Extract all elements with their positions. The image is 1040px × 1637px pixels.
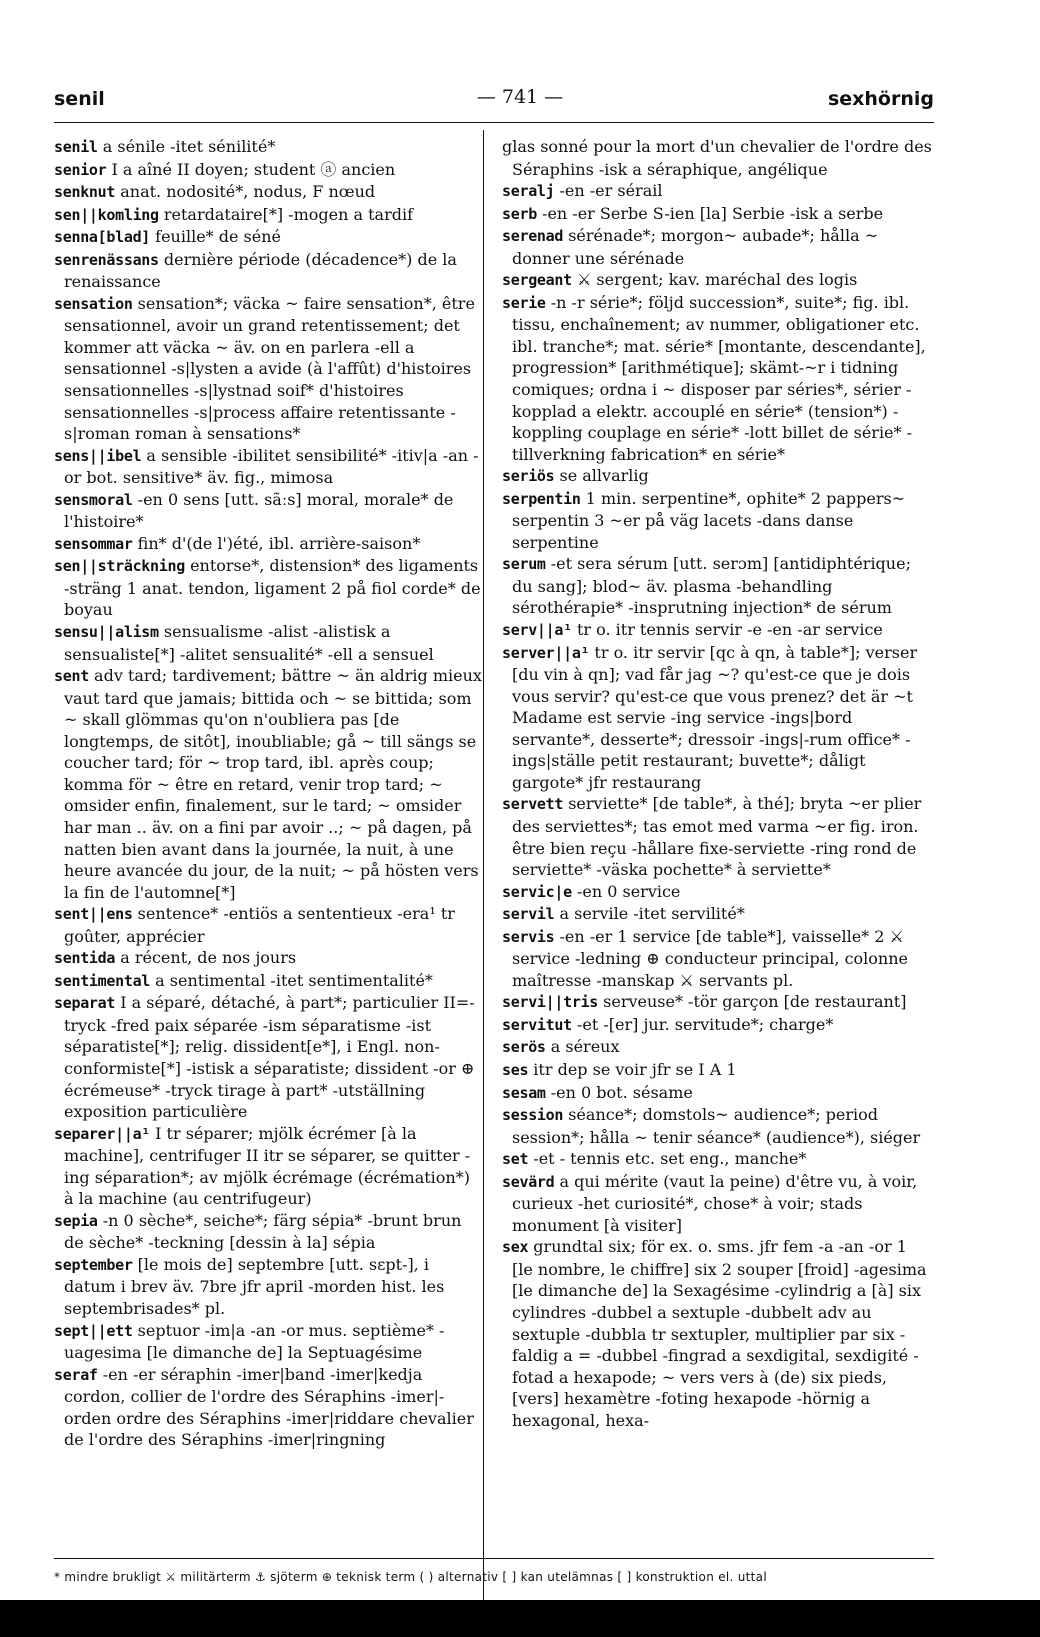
entry-text: séance*; domstols~ audience*; period session*; hålla ~ tenir séance* (audience*), siéger <box>512 1105 921 1147</box>
dictionary-entry <box>502 1104 932 1148</box>
entry-text: tr o. itr servir [qc à qn, à table*]; verser [du vin à qn]; vad får jag ~? qu'est-ce que je dois vous servir? qu'est-ce que vous prenez? det är ~t Madame est servie -ing service -ings|bord servante*, desserte*; dressoir -ings|-rum office* -ings|ställe petit restaurant; buvette*; dåligt gargote* jfr restaurang <box>512 642 918 792</box>
entry-headword: sept||ett <box>54 1321 133 1340</box>
dictionary-entry <box>54 181 484 204</box>
dictionary-entry <box>502 1171 932 1237</box>
right-column <box>502 136 932 1431</box>
entry-headword: serpentin <box>502 489 581 508</box>
entry-text: a servile -itet servilité* <box>559 904 745 924</box>
dictionary-entry <box>54 1123 484 1210</box>
entry-text: -en -er Serbe S-ien [la] Serbie -isk a serbe <box>542 203 884 223</box>
entry-headword: servic|e <box>502 882 572 901</box>
dictionary-entry <box>502 465 932 488</box>
entry-headword: sergeant <box>502 271 572 290</box>
entry-headword: sentida <box>54 949 116 968</box>
entry-headword: sesam <box>502 1083 546 1102</box>
entry-text: 1 min. serpentine*, ophite* 2 pappers~ serpentin 3 ~er på väg lacets -dans danse serpentine <box>512 488 906 552</box>
entry-text: a séreux <box>550 1037 620 1057</box>
dictionary-entry <box>54 489 484 533</box>
dictionary-entry <box>502 903 932 926</box>
dictionary-entry <box>502 1059 932 1082</box>
entry-headword: servitut <box>502 1015 572 1034</box>
entry-text: septuor -im|a -an -or mus. septième* -uagesima [le dimanche de] la Septuagésime <box>64 1320 445 1363</box>
dictionary-entry <box>54 226 484 249</box>
entry-headword: sensommar <box>54 534 133 553</box>
entry-headword: serie <box>502 293 546 312</box>
dictionary-entry <box>502 881 932 904</box>
entry-headword: sex <box>502 1238 529 1257</box>
entry-text: a sensible -ibilitet sensibilité* -itiv|a -an -or bot. sensitive* äv. fig., mimosa <box>64 445 479 488</box>
entry-headword: set <box>502 1150 529 1169</box>
entry-headword: serum <box>502 555 546 574</box>
dictionary-entry <box>502 926 932 992</box>
entry-text: -en 0 sens [utt. sãːs] moral, morale* de l'histoire* <box>64 489 454 532</box>
dictionary-entry <box>502 225 932 269</box>
header-rule <box>54 122 934 123</box>
entry-headword: serös <box>502 1038 546 1057</box>
dictionary-entry <box>502 180 932 203</box>
dictionary-entry <box>502 553 932 619</box>
dictionary-entry <box>54 947 484 970</box>
entry-headword: seraf <box>54 1365 98 1384</box>
entry-text: -en 0 bot. sésame <box>550 1082 693 1102</box>
entry-headword: sensu||alism <box>54 623 159 642</box>
dictionary-entry <box>54 1254 484 1320</box>
entry-headword: seriös <box>502 467 555 486</box>
entry-headword: senrenässans <box>54 250 159 269</box>
entry-headword: sent||ens <box>54 905 133 924</box>
entry-text: I a séparé, détaché, à part*; particulier II=-tryck -fred paix séparée -ism séparatisme -ist séparatiste[*]; relig. dissident[e*], i Engl. non-conformiste[*] -istisk a séparatiste; dissident -or ⊕ écrémeuse* -tryck tirage à part* -utställning exposition particulière <box>64 993 475 1122</box>
entry-text: serveuse* -tör garçon [de restaurant] <box>603 992 907 1012</box>
entry-text: -et - tennis etc. set eng., manche* <box>533 1149 807 1169</box>
dictionary-entry <box>502 991 932 1014</box>
entry-text: -n 0 sèche*, seiche*; färg sépia* -brunt brun de sèche* -teckning [dessin à la] sépia <box>64 1210 462 1253</box>
dictionary-entry <box>502 793 932 880</box>
column-divider <box>483 130 484 1637</box>
dictionary-entry <box>502 1082 932 1105</box>
entry-text: dernière période (décadence*) de la renaissance <box>64 249 457 292</box>
entry-text: feuille* de séné <box>155 227 281 247</box>
entry-headword: senknut <box>54 183 116 202</box>
entry-text: -en -er séraphin -imer|band -imer|kedja cordon, collier de l'ordre des Séraphins -imer|-orden ordre des Séraphins -imer|riddare chevalier de l'ordre des Séraphins -imer|ringning <box>64 1364 474 1450</box>
dictionary-entry <box>502 619 932 642</box>
entry-text: glas sonné pour la mort d'un chevalier de l'ordre des Séraphins -isk a séraphique, angélique <box>502 137 932 179</box>
entry-text: tr o. itr tennis servir -e -en -ar service <box>576 620 883 640</box>
entry-headword: separer||a¹ <box>54 1124 151 1143</box>
entry-text: -en -er 1 service [de table*], vaisselle* 2 ⚔ service -ledning ⊕ conducteur principal, colonne maîtresse -manskap ⚔ servants pl. <box>512 926 909 990</box>
dictionary-entry <box>502 269 932 292</box>
entry-text: retardataire[*] -mogen a tardif <box>163 204 413 224</box>
entry-headword: server||a¹ <box>502 643 590 662</box>
dictionary-entry <box>54 445 484 489</box>
dictionary-entry <box>54 533 484 556</box>
entry-text: -et -[er] jur. servitude*; charge* <box>576 1014 834 1034</box>
dictionary-entry <box>54 621 484 665</box>
entry-headword: senior <box>54 160 107 179</box>
entry-headword: separat <box>54 994 116 1013</box>
dictionary-entry <box>54 1210 484 1254</box>
dictionary-entry <box>54 1320 484 1364</box>
entry-text: -en 0 service <box>576 881 681 901</box>
entry-headword: servett <box>502 795 564 814</box>
left-column <box>54 136 484 1451</box>
entry-headword: sens||ibel <box>54 446 142 465</box>
entry-text: a sénile -itet sénilité* <box>102 137 276 156</box>
entry-headword: serenad <box>502 227 564 246</box>
entry-text: -n -r série*; följd succession*, suite*; fig. ibl. tissu, enchaînement; av nummer, obligationer etc. ibl. tranche*; mat. série* [montante, descendante], progression* [arithmétique]; skämt-~r i tidning comiques; ordna i ~ disposer par séries*, sérier -kopplad a elektr. accouplé en série* (tension*) -koppling couplage en série* -lott billet de série* -tillverkning fabrication* en série* <box>512 292 926 464</box>
entry-headword: serb <box>502 204 537 223</box>
dictionary-entry <box>502 1148 932 1171</box>
dictionary-entry <box>54 1364 484 1451</box>
header-right-word: sexhörnig <box>827 88 934 110</box>
dictionary-entry <box>54 204 484 227</box>
dictionary-entry <box>502 292 932 465</box>
dictionary-entry <box>502 642 932 794</box>
footer-rule <box>54 1558 934 1559</box>
entry-headword: ses <box>502 1060 529 1079</box>
entry-text: I a aîné II doyen; student ⓐ ancien <box>111 159 396 179</box>
entry-headword: sent <box>54 667 89 686</box>
entry-text: se allvarlig <box>559 466 649 486</box>
entry-text: serviette* [de table*, à thé]; bryta ~er plier des serviettes*; tas emot med varma ~er fig. iron. être bien reçu -hållare fixe-serviette -ring rond de serviette* -väska pochette* à serviette* <box>512 794 922 880</box>
entry-headword: servis <box>502 927 555 946</box>
dictionary-entry <box>502 488 932 554</box>
entry-headword: sentimental <box>54 971 151 990</box>
dictionary-entry <box>54 555 484 621</box>
dictionary-entry <box>54 903 484 947</box>
entry-text: I tr séparer; mjölk écrémer [à la machine], centrifuger II itr se séparer, se quitter -ing séparation*; av mjölk écrémage (écrémation*) à la machine (au centrifugeur) <box>64 1123 471 1209</box>
dictionary-entry <box>54 136 484 159</box>
abbreviation-legend: * mindre brukligt ⚔ militärterm ⚓ sjöterm ⊕ teknisk term ( ) alternativ [ ] kan utelämnas [ ] konstruktion el. uttal <box>54 1570 767 1584</box>
entry-text: -en -er sérail <box>559 181 663 201</box>
entry-text: adv tard; tardivement; bättre ~ än aldrig mieux vaut tard que jamais; bittida och ~ se bittida; som ~ skall glömmas qu'on n'oubliera pas [de longtemps, de sitôt], inoubliable; gå ~ till sängs se coucher tard; för ~ trop tard, ibl. après coup; komma för ~ être en retard, venir trop tard; ~ omsider enfin, finalement, sur le tard; ~ omsider har man .. äv. on a fini par avoir ..; ~ på dagen, på natten bien avant dans la journée, la nuit, à une heure avancée du jour, de la nuit; ~ på hösten vers la fin de l'automne[*] <box>64 666 482 902</box>
entry-headword: sensation <box>54 294 133 313</box>
entry-text: a qui mérite (vaut la peine) d'être vu, à voir, curieux -het curiosité*, chose* à voir; stads monument [à visiter] <box>512 1171 918 1235</box>
entry-text: a sentimental -itet sentimentalité* <box>155 970 433 990</box>
entry-headword: sepia <box>54 1211 98 1230</box>
entry-headword: september <box>54 1255 133 1274</box>
entry-headword: senil <box>54 138 98 156</box>
entry-text: [le mois de] septembre [utt. sɛpt-], i datum i brev äv. 7bre jfr april -morden hist. les septembrisades* pl. <box>64 1254 445 1318</box>
dictionary-entry <box>502 136 932 180</box>
entry-headword: sen||komling <box>54 205 159 224</box>
entry-text: ⚔ sergent; kav. maréchal des logis <box>576 270 858 290</box>
scan-border <box>0 1600 1040 1637</box>
entry-headword: sen||sträckning <box>54 557 185 576</box>
entry-text: sensualisme -alist -alistisk a sensualiste[*] -alitet sensualité* -ell a sensuel <box>64 622 434 664</box>
entry-headword: serv||a¹ <box>502 621 572 640</box>
dictionary-entry <box>502 203 932 226</box>
dictionary-entry <box>54 970 484 993</box>
entry-headword: sevärd <box>502 1172 555 1191</box>
entry-text: sensation*; väcka ~ faire sensation*, être sensationnel, avoir un grand retentissement; det kommer att väcka ~ äv. on en parlera -ell a sensationnel -s|lysten a avide (à l'affût) d'histoires sensationnelles -s|lystnad soif* d'histoires sensationnelles -s|process affaire retentissante -s|roman roman à sensations* <box>64 293 475 444</box>
entry-headword: seralj <box>502 182 555 201</box>
dictionary-entry <box>54 249 484 293</box>
entry-text: entorse*, distension* des ligaments -sträng 1 anat. tendon, ligament 2 på fiol corde* de boyau <box>64 556 481 620</box>
entry-text: sérénade*; morgon~ aubade*; hålla ~ donner une sérénade <box>512 226 879 268</box>
page-number: — 741 — <box>476 86 564 108</box>
entry-text: anat. nodosité*, nodus, F nœud <box>120 182 376 202</box>
entry-text: sentence* -entiös a sententieux -era¹ tr goûter, apprécier <box>64 904 455 946</box>
dictionary-entry <box>502 1236 932 1431</box>
entry-text: itr dep se voir jfr se I A 1 <box>533 1059 737 1079</box>
dictionary-entry <box>502 1014 932 1037</box>
entry-text: -et sera sérum [utt. serɔm] [antidiphtérique; du sang]; blod~ äv. plasma -behandling sérothérapie* -insprutning injection* de sérum <box>512 554 911 618</box>
dictionary-entry <box>54 665 484 903</box>
entry-headword: sensmoral <box>54 490 133 509</box>
entry-text: a récent, de nos jours <box>120 948 297 968</box>
entry-headword: servi||tris <box>502 993 599 1012</box>
dictionary-entry <box>502 1036 932 1059</box>
entry-text: fin* d'(de l')été, ibl. arrière-saison* <box>137 533 421 553</box>
dictionary-entry <box>54 159 484 182</box>
entry-headword: servil <box>502 905 555 924</box>
header-left-word: senil <box>54 88 105 110</box>
dictionary-entry <box>54 293 484 445</box>
dictionary-entry <box>54 992 484 1122</box>
entry-headword: senna[blad] <box>54 228 151 247</box>
entry-headword: session <box>502 1106 564 1125</box>
entry-text: grundtal six; för ex. o. sms. jfr fem -a -an -or 1 [le nombre, le chiffre] six 2 souper [froid] -agesima [le dimanche de] la Sexagésime -cylindrig a [à] six cylindres -dubbel a sextuple -dubbelt adv au sextuple -dubbla tr sextupler, multiplier par six -faldig a = -dubbel -fingrad a sexdigital, sexdigité -fotad a hexapode; ~ vers vers à (de) six pieds, [vers] hexamètre -foting hexapode -hörnig a hexagonal, hexa- <box>512 1237 927 1430</box>
